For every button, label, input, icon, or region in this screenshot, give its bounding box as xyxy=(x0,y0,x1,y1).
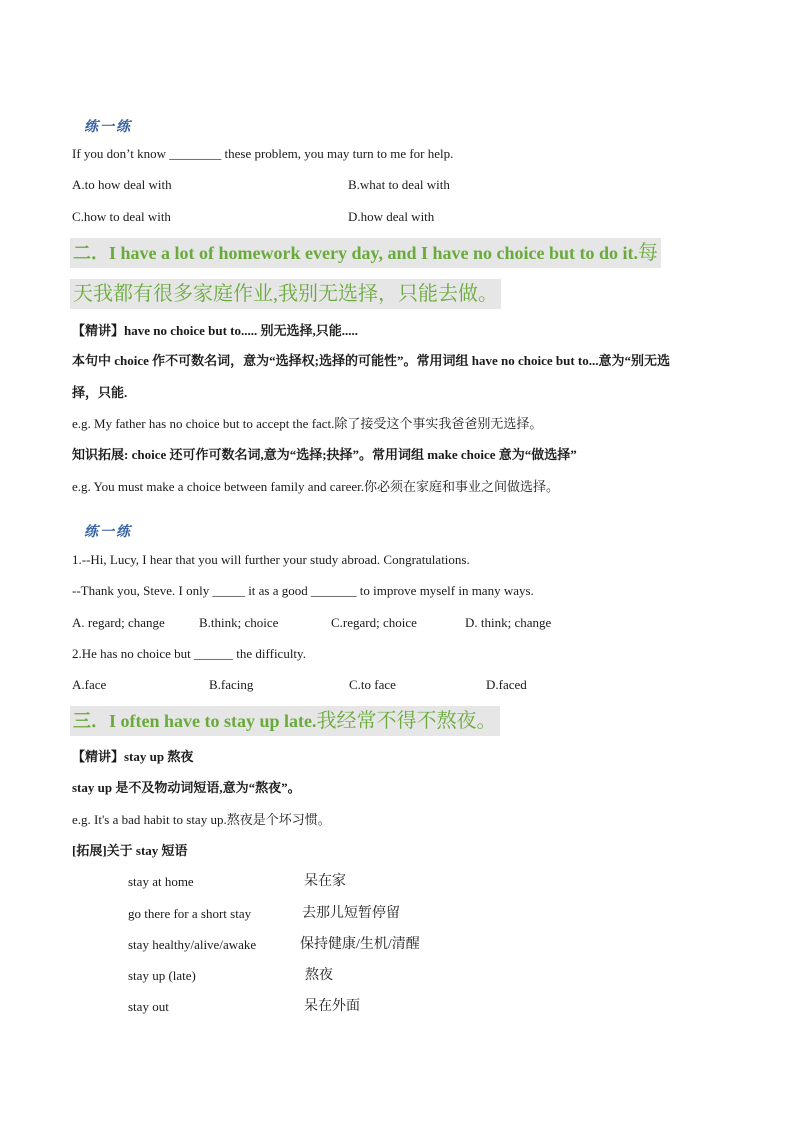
section2-example1: e.g. My father has no choice but to accept the fact.除了接受这个事实我爸爸别无选择。 xyxy=(72,416,543,431)
phrase-en: stay at home xyxy=(128,874,194,889)
phrase-cn: 去那儿短暂停留 xyxy=(302,906,400,921)
section3-explain-p1: stay up 是不及物动词短语,意为“熬夜”。 xyxy=(72,780,301,795)
section2-explain-p1b: 择，只能. xyxy=(72,385,128,400)
phrase-cn: 熬夜 xyxy=(305,968,333,983)
practice2-q1-option-c: C.regard; choice xyxy=(331,615,417,630)
section2-heading-line1 xyxy=(70,238,661,268)
section2-heading-cn-tail: 每 xyxy=(638,242,659,264)
practice2-q2: 2.He has no choice but ______ the difficulty. xyxy=(72,646,306,661)
practice2-q1-option-b: B.think; choice xyxy=(199,615,279,630)
practice1-question: If you don’t know ________ these problem, you may turn to me for help. xyxy=(72,146,454,161)
practice-title: 练一练 xyxy=(84,524,132,540)
section3-heading-cn: 我经常不得不熬夜。 xyxy=(316,710,497,732)
practice2-q1-line2: --Thank you, Steve. I only _____ it as a good _______ to improve myself in many ways. xyxy=(72,583,534,598)
practice2-q2-option-a: A.face xyxy=(72,677,107,692)
section2-extension: 知识拓展: choice 还可作可数名词,意为“选择;抉择”。常用词组 make choice 意为“做选择” xyxy=(72,447,577,462)
section3-explain-label: 【精讲】stay up 熬夜 xyxy=(72,749,194,764)
section2-heading-line2: 天我都有很多家庭作业,我别无选择，只能去做。 xyxy=(70,279,501,309)
practice-title: 练一练 xyxy=(84,119,132,135)
section2-explain-p1: 本句中 choice 作不可数名词，意为“选择权;选择的可能性”。常用词组 have no choice but to...意为“别无选 xyxy=(72,353,670,368)
phrase-cn: 保持健康/生机/清醒 xyxy=(300,937,420,952)
section3-heading xyxy=(70,706,500,736)
practice2-q1-option-d: D. think; change xyxy=(465,615,552,630)
practice1-option-d: D.how deal with xyxy=(348,209,435,224)
practice2-q1-line1: 1.--Hi, Lucy, I hear that you will further your study abroad. Congratulations. xyxy=(72,552,470,567)
practice2-q2-option-d: D.faced xyxy=(486,677,527,692)
section2-heading-en: 二．I have a lot of homework every day, and I have no choice but to do it. xyxy=(73,243,639,263)
phrase-en: stay out xyxy=(128,999,169,1014)
practice1-option-b: B.what to deal with xyxy=(348,177,450,192)
phrase-en: go there for a short stay xyxy=(128,906,252,921)
section3-example1: e.g. It's a bad habit to stay up.熬夜是个坏习惯。 xyxy=(72,812,331,827)
practice1-option-a: A.to how deal with xyxy=(72,177,172,192)
practice1-option-c: C.how to deal with xyxy=(72,209,171,224)
section3-extension-label: [拓展]关于 stay 短语 xyxy=(72,843,188,858)
phrase-cn: 呆在家 xyxy=(304,874,346,889)
section3-heading-en: 三．I often have to stay up late. xyxy=(73,711,317,731)
practice2-q1-option-a: A. regard; change xyxy=(72,615,165,630)
phrase-cn: 呆在外面 xyxy=(304,999,360,1014)
phrase-en: stay up (late) xyxy=(128,968,196,983)
section2-example2: e.g. You must make a choice between family and career.你必须在家庭和事业之间做选择。 xyxy=(72,479,560,494)
phrase-en: stay healthy/alive/awake xyxy=(128,937,257,952)
section2-explain-label: 【精讲】have no choice but to..... 别无选择,只能..... xyxy=(72,323,359,338)
practice2-q2-option-c: C.to face xyxy=(349,677,396,692)
practice2-q2-option-b: B.facing xyxy=(209,677,254,692)
